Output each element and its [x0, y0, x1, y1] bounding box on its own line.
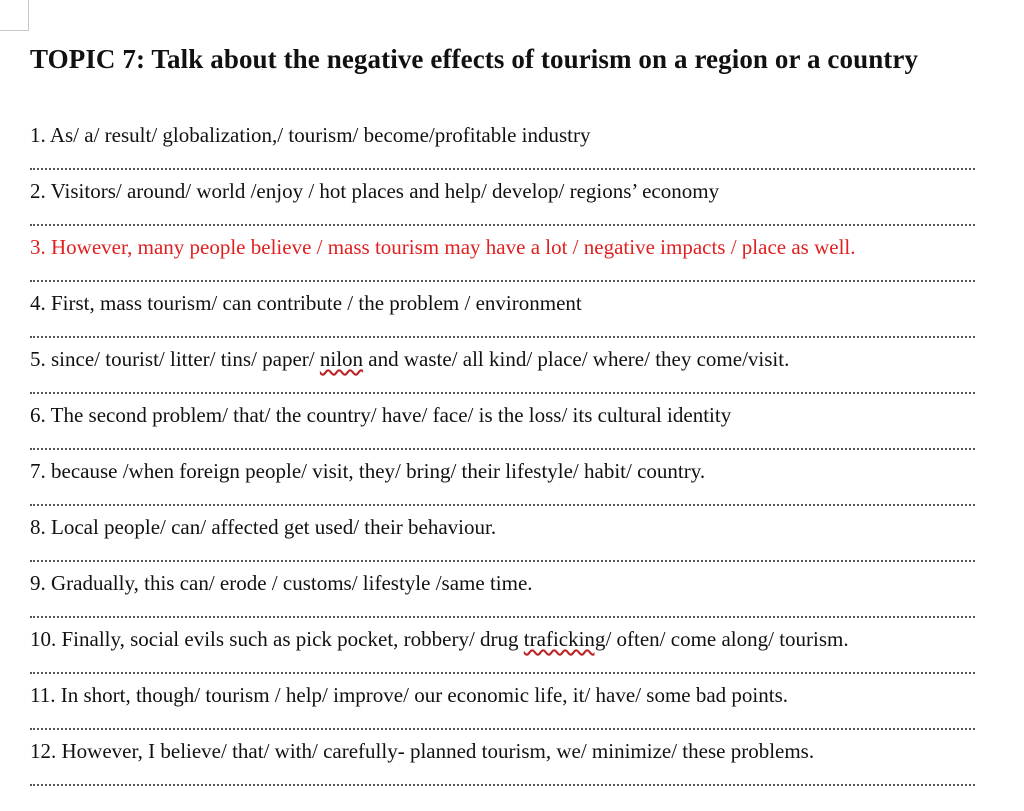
answer-line[interactable] — [30, 560, 975, 562]
prompt-text-before: 5. since/ tourist/ litter/ tins/ paper/ — [30, 347, 320, 371]
exercise-prompt: 9. Gradually, this can/ erode / customs/ lifestyle /same time. — [30, 571, 533, 595]
exercise-item-10 — [30, 625, 975, 681]
exercise-prompt: 11. In short, though/ tourism / help/ improve/ our economic life, it/ have/ some bad points. — [30, 683, 789, 707]
exercise-item-4 — [30, 289, 975, 345]
exercise-item-7 — [30, 457, 975, 513]
exercise-item-5 — [30, 345, 975, 401]
exercise-item-8 — [30, 513, 975, 569]
exercise-prompt: 6. The second problem/ that/ the country/ have/ face/ is the loss/ its cultural identity — [30, 403, 732, 427]
answer-line[interactable] — [30, 168, 975, 170]
exercise-item-9 — [30, 569, 975, 625]
exercise-prompt: 12. However, I believe/ that/ with/ carefully- planned tourism, we/ minimize/ these problems. — [30, 739, 815, 763]
page-corner-mark — [0, 0, 29, 31]
topic-title: TOPIC 7: Talk about the negative effects of tourism on a region or a country — [30, 44, 919, 74]
exercise-prompt: 7. because /when foreign people/ visit, they/ bring/ their lifestyle/ habit/ country. — [30, 459, 706, 483]
prompt-text-after: / often/ come along/ tourism. — [605, 627, 849, 651]
exercise-item-3 — [30, 233, 975, 289]
answer-line[interactable] — [30, 224, 975, 226]
exercise-prompt — [30, 627, 849, 652]
answer-line[interactable] — [30, 336, 975, 338]
exercise-prompt: 4. First, mass tourism/ can contribute / the problem / environment — [30, 291, 582, 315]
exercise-item-6 — [30, 401, 975, 457]
exercise-item-11 — [30, 681, 975, 737]
answer-line[interactable] — [30, 616, 975, 618]
answer-line[interactable] — [30, 672, 975, 674]
answer-line[interactable] — [30, 728, 975, 730]
answer-line[interactable] — [30, 504, 975, 506]
exercise-prompt: 1. As/ a/ result/ globalization,/ tourism/ become/profitable industry — [30, 123, 591, 147]
answer-line[interactable] — [30, 280, 975, 282]
exercise-list — [30, 121, 975, 793]
exercise-item-1 — [30, 121, 975, 177]
exercise-prompt — [30, 347, 789, 372]
prompt-text-before: 10. Finally, social evils such as pick pocket, robbery/ drug — [30, 627, 524, 651]
answer-line[interactable] — [30, 784, 975, 786]
answer-line[interactable] — [30, 392, 975, 394]
exercise-item-2 — [30, 177, 975, 233]
prompt-text-after: and waste/ all kind/ place/ where/ they come/visit. — [363, 347, 790, 371]
exercise-prompt: 2. Visitors/ around/ world /enjoy / hot places and help/ develop/ regions’ economy — [30, 179, 720, 203]
exercise-item-12 — [30, 737, 975, 793]
spellcheck-flagged-word[interactable]: nilon — [319, 347, 364, 371]
answer-line[interactable] — [30, 448, 975, 450]
exercise-prompt-highlighted: 3. However, many people believe / mass tourism may have a lot / negative impacts / place as well. — [30, 235, 856, 259]
exercise-prompt: 8. Local people/ can/ affected get used/ their behaviour. — [30, 515, 497, 539]
spellcheck-flagged-word[interactable]: traficking — [523, 627, 606, 651]
